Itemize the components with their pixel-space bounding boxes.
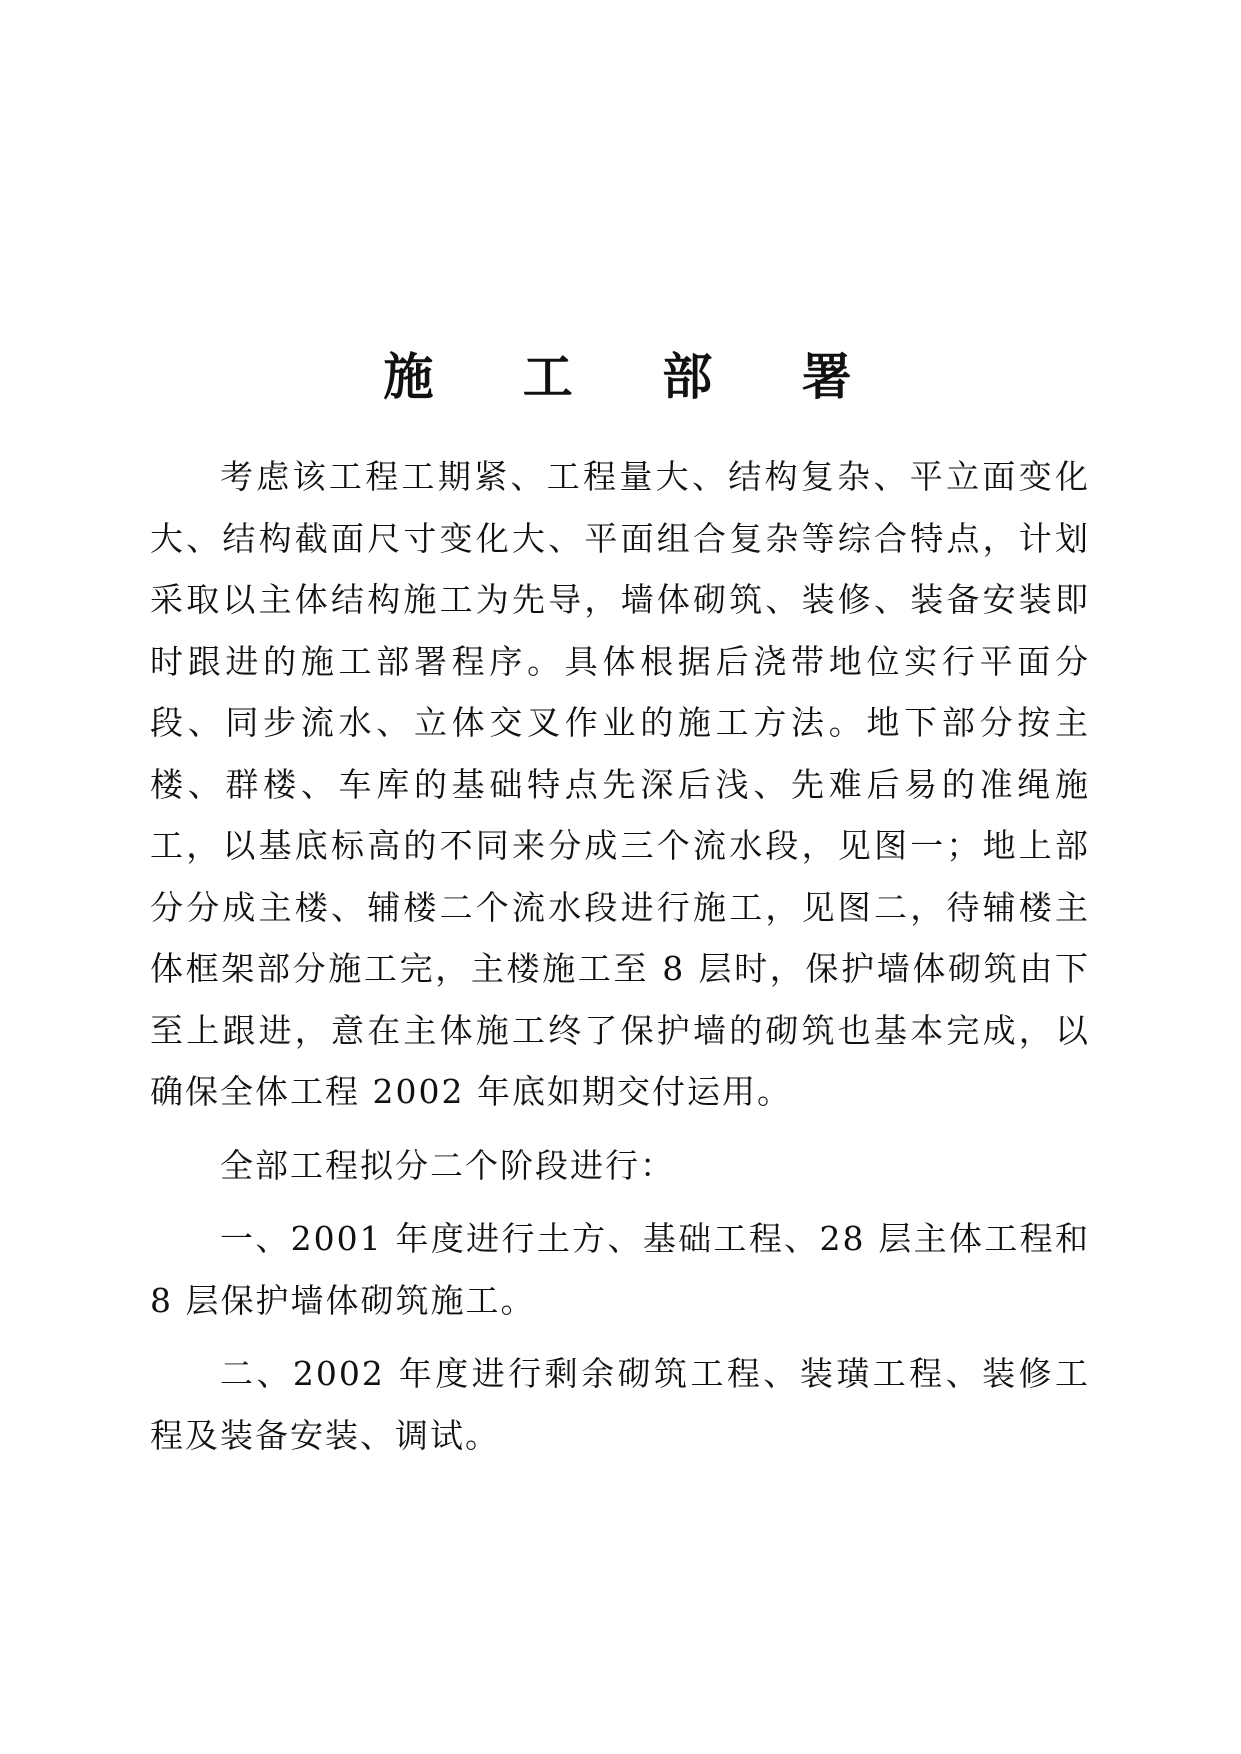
paragraph-phases-intro: 全部工程拟分二个阶段进行： [220,1145,675,1185]
page-title: 施 工 部 署 [383,347,888,406]
paragraph-phase-one: 一、2001 年度进行土方、基础工程、28 层主体工程和 8 层保护墙体砌筑施工。 [150,1219,1090,1320]
paragraph-overview: 考虑该工程工期紧、工程量大、结构复杂、平立面变化大、结构截面尺寸变化大、平面组合复杂等综合特点，计划采取以主体结构施工为先导，墙体砌筑、装修、装备安装即时跟进的施工部署程序。具体根据后浇带地位实行平面分段、同步流水、立体交叉作业的施工方法。地下部分按主楼、群楼、车库的基础特点先深后浅、先难后易的准绳施工，以基底标高的不同来分成三个流水段，见图一；地上部分分成主楼、辅楼二个流水段进行施工，见图二，待辅楼主体框架部分施工完，主楼施工至 8 层时，保护墙体砌筑由下至上跟进，意在主体施工终了保护墙的砌筑也基本完成，以确保全体工程 2002 年底如期交付运用。 [150,457,1090,1111]
document-body [150,446,1090,1466]
paragraph-phase-two: 二、2002 年度进行剩余砌筑工程、装璜工程、装修工程及装备安装、调试。 [150,1354,1090,1455]
